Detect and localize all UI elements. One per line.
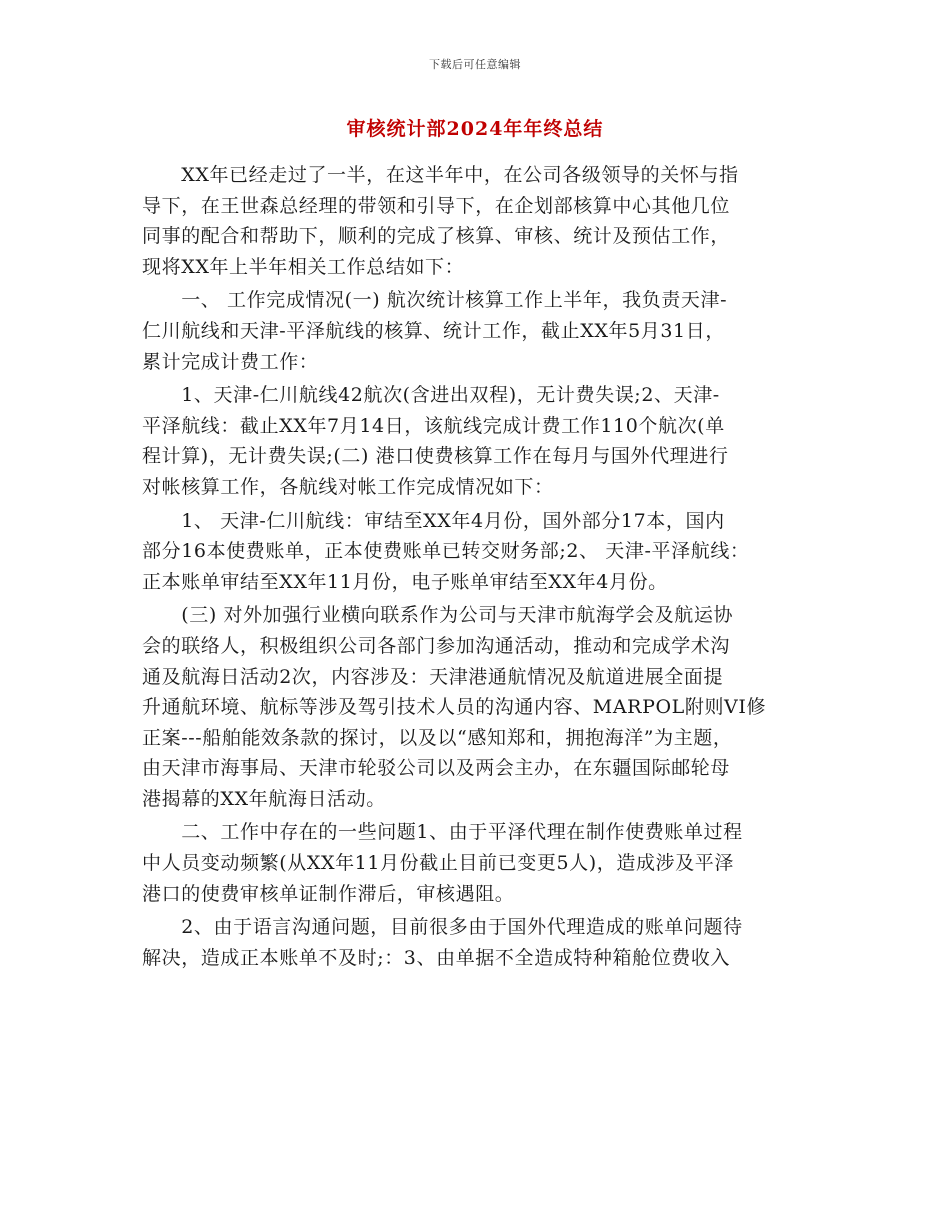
text-line: 正案---船舶能效条款的探讨，以及以“感知郑和，拥抱海洋”为主题，: [142, 726, 733, 749]
text-line: 通及航海日活动2次，内容涉及：天津港通航情况及航道进展全面提: [142, 665, 724, 688]
document-body: [142, 160, 818, 976]
text-line: 对帐核算工作，各航线对帐工作完成情况如下：: [142, 475, 554, 498]
text-line: 一、 工作完成情况(一) 航次统计核算工作上半年，我负责天津-: [142, 289, 728, 312]
text-line: 2、由于语言沟通问题，目前很多由于国外代理造成的账单问题待: [142, 916, 743, 939]
paragraph: [142, 285, 818, 377]
text-line: 中人员变动频繁(从XX年11月份截止目前已变更5人)，造成涉及平泽: [142, 852, 734, 875]
text-line: 导下，在王世森总经理的带领和引导下，在企划部核算中心其他几位: [142, 194, 731, 217]
text-line: 1、天津-仁川航线42航次(含进出双程)，无计费失误;2、天津-: [142, 384, 720, 407]
text-line: 仁川航线和天津-平泽航线的核算、统计工作，截止XX年5月31日，: [142, 319, 725, 342]
document-title: 审核统计部2024年年终总结: [346, 118, 604, 140]
text-line: 累计完成计费工作：: [142, 350, 319, 373]
text-line: 由天津市海事局、天津市轮驳公司以及两会主办，在东疆国际邮轮母: [142, 757, 731, 780]
text-line: 港揭幕的XX年航海日活动。: [142, 787, 386, 810]
text-line: 现将XX年上半年相关工作总结如下：: [142, 255, 465, 278]
text-line: 会的联络人，积极组织公司各部门参加沟通活动，推动和完成学术沟: [142, 634, 731, 657]
text-line: 港口的使费审核单证制作滞后，审核遇阻。: [142, 882, 515, 905]
text-line: 平泽航线：截止XX年7月14日，该航线完成计费工作110个航次(单: [142, 414, 725, 437]
text-line: XX年已经走过了一半，在这半年中，在公司各级领导的关怀与指: [142, 164, 739, 186]
text-line: (三) 对外加强行业横向联系作为公司与天津市航海学会及航运协: [142, 604, 734, 627]
text-line: 正本账单审结至XX年11月份，电子账单审结至XX年4月份。: [142, 570, 668, 593]
text-line: 升通航环境、航标等涉及驾引技术人员的沟通内容、MARPOL附则VI修: [142, 696, 767, 719]
text-line: 同事的配合和帮助下，顺利的完成了核算、审核、统计及预估工作，: [142, 225, 731, 248]
text-line: 1、 天津-仁川航线：审结至XX年4月份，国外部分17本，国内: [142, 509, 725, 532]
text-line: 部分16本使费账单，正本使费账单已转交财务部;2、 天津-平泽航线：: [142, 540, 750, 563]
paragraph: [142, 912, 818, 973]
paragraph: [142, 817, 818, 909]
text-line: 解决，造成正本账单不及时;：3、由单据不全造成特种箱舱位费收入: [142, 946, 731, 969]
header-note: 下载后可任意编辑: [429, 58, 521, 71]
paragraph: [142, 380, 818, 502]
text-line: 二、工作中存在的一些问题1、由于平泽代理在制作使费账单过程: [142, 821, 743, 844]
paragraph: [142, 600, 818, 814]
paragraph: [142, 506, 818, 598]
text-line: 程计算)，无计费失误;(二) 港口使费核算工作在每月与国外代理进行: [142, 445, 729, 468]
paragraph: [142, 160, 818, 282]
